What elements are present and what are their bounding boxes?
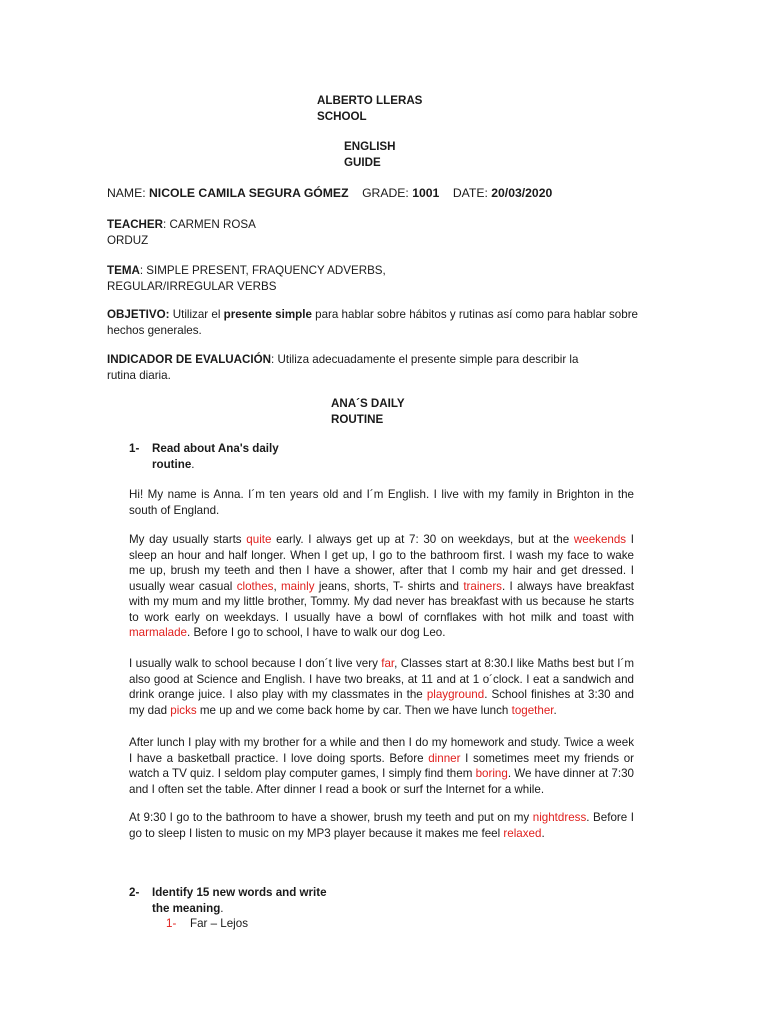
text-run: . [553,703,557,717]
name-value: NICOLE CAMILA SEGURA GÓMEZ [149,186,349,200]
highlighted-word: mainly [280,579,315,593]
highlighted-word: dinner [428,751,461,765]
text-run: early. I always get up at 7: 30 on weekdays, but at the [271,533,574,546]
section-title: ANA´S DAILY ROUTINE [331,397,405,426]
text-run: . We have dinner at 7:30 and I often set the table. After dinner I read a book or surf the Internet for a while. [129,767,634,796]
text-run: After lunch I play with my brother for a while and then I do my homework and study. Twice a week I have a basketball practice. I love doing sports. Before [129,736,634,765]
text-run: me up and we come back home by car. Then we have lunch [196,703,512,717]
text-run: I usually walk to school because I don´t live very [129,657,382,670]
indicador-block [107,352,647,383]
teacher-value: : CARMEN ROSA [163,218,256,231]
text-run: At 9:30 I go to the bathroom to have a shower, brush my teeth and put on my [129,811,533,824]
teacher-value-line2: ORDUZ [107,233,149,247]
vocab-list-item [166,916,248,932]
name-label: NAME: [107,186,146,200]
reading-paragraph-5 [129,810,634,841]
reading-paragraph-2 [129,532,634,641]
vocab-item-number: 1- [166,917,177,930]
highlighted-word: clothes [236,579,274,593]
text-run: . I always have breakfast with my mum and my little brother, Tommy. My dad never has breakfast with us because he starts to work early on weekdays. I usually have a bowl of cornflakes with hot milk and toast with [129,579,634,624]
tema-block [107,263,386,294]
objetivo-label: OBJETIVO: [107,308,170,321]
reading-paragraph-3 [129,656,634,718]
reading-paragraph-1: Hi! My name is Anna. I´m ten years old and I´m English. I live with my family in Brighton in the south of England. [129,488,634,517]
highlighted-word: playground [426,688,485,701]
text-run: . Before I go to sleep I listen to music on my MP3 player because it makes me feel [129,811,634,840]
guide-title: ENGLISH GUIDE [344,140,396,169]
highlighted-word: boring [475,767,508,780]
teacher-block [107,217,256,248]
date-value: 20/03/2020 [491,186,553,200]
student-info-line [107,186,552,202]
highlighted-word: marmalade [129,626,187,639]
text-run: I sleep an hour and half longer. When I get up, I go to the bathroom first. I wash my face to wake me up, brush my teeth and then I have a shower, after that I comb my hair and get dressed. I usually wear casual [129,533,634,593]
text-run: jeans, shorts, T- shirts and [314,579,464,593]
tema-value: : SIMPLE PRESENT, FRAQUENCY ADVERBS, [139,264,386,277]
highlighted-word: together [511,703,554,717]
highlighted-word: nightdress [532,811,587,824]
highlighted-word: quite [246,533,272,546]
school-name: ALBERTO LLERAS SCHOOL [317,94,423,123]
text-run: I sometimes meet my friends or watch a TV quiz. I seldom play computer games, I simply find them [129,751,634,780]
text-run: My day usually starts [129,533,247,546]
indicador-text: : Utiliza adecuadamente el presente simple para describir la [271,353,579,366]
highlighted-word: trainers [463,579,502,593]
highlighted-word: far [381,657,395,670]
tema-label: TEMA [107,264,140,277]
text-run: , [273,579,281,593]
date-label: DATE: [452,186,488,200]
grade-label: GRADE: [362,186,409,200]
reading-paragraph-4 [129,735,634,797]
teacher-label: TEACHER [107,218,164,231]
task1-instruction: 1- Read about Ana's daily routine. [129,442,279,471]
vocab-item-text: Far – Lejos [190,917,248,930]
indicador-label: INDICADOR DE EVALUACIÓN [107,353,272,366]
text-run: . Before I go to school, I have to walk our dog Leo. [187,626,446,639]
task2-number: 2- [129,886,140,899]
highlighted-word: weekends [573,533,627,546]
text-run: . [541,826,545,840]
task2-instruction: 2- Identify 15 new words and write the meaning. [129,886,327,915]
tema-value-line2: REGULAR/IRREGULAR VERBS [107,279,277,293]
objetivo-block: OBJETIVO: Utilizar el presente simple para hablar sobre hábitos y rutinas así como para hablar sobre hechos generales. [107,307,647,338]
task1-number: 1- [129,442,140,455]
highlighted-word: picks [170,703,197,717]
grade-value: 1001 [412,186,440,200]
text-run: , Classes start at 8:30.I like Maths best but I´m also good at Science and English. I have two breaks, at 11 and at 1 o´clock. I eat a sandwich and drink orange juice. I also play with my classmates in the [129,657,634,701]
indicador-line2: rutina diaria. [107,368,171,382]
highlighted-word: relaxed [503,826,542,840]
objetivo-bold: presente simple [223,308,312,321]
text-run: . School finishes at 3:30 and my dad [129,688,634,717]
objetivo-line2: hechos generales. [107,323,202,337]
